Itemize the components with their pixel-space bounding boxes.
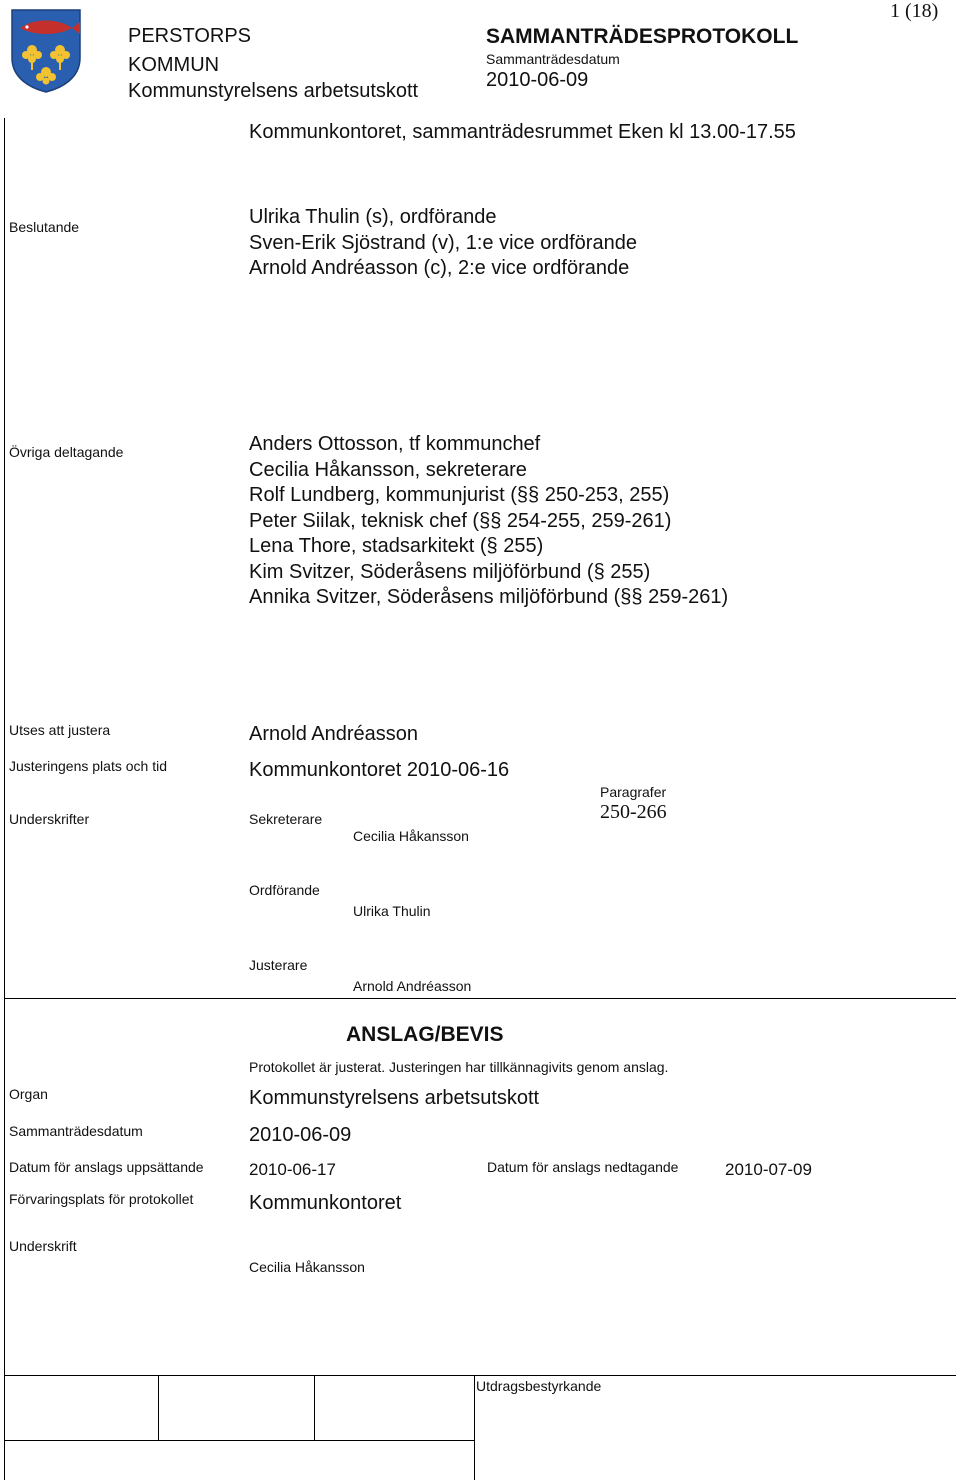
left-border-line [4, 118, 5, 1480]
justerare-label: Justerare [249, 957, 308, 973]
anslag-nedtagande-value: 2010-07-09 [725, 1160, 812, 1179]
ovriga-member: Annika Svitzer, Söderåsens miljöförbund (§§ 259-261) [249, 586, 729, 608]
anslag-forvaring-label: Förvaringsplats för protokollet [9, 1191, 194, 1207]
anslag-divider-line [4, 998, 956, 999]
anslag-nedtagande-label: Datum för anslags nedtagande [487, 1159, 679, 1175]
ovriga-member: Peter Siilak, teknisk chef (§§ 254-255, 259-261) [249, 509, 672, 532]
beslutande-list [249, 205, 637, 282]
organ-name: Kommunstyrelsens arbetsutskott [128, 80, 419, 102]
document-title: SAMMANTRÄDESPROTOKOLL [486, 25, 799, 48]
ovriga-list [249, 432, 728, 611]
footer-divider-2 [314, 1375, 315, 1441]
page-number: 1 (18) [890, 0, 939, 22]
beslutande-member: Ulrika Thulin (s), ordförande [249, 206, 497, 228]
meeting-date-label: Sammanträdesdatum [486, 51, 620, 67]
justering-plats-value: Kommunkontoret 2010-06-16 [249, 759, 510, 781]
municipality-name-line1: PERSTORPS [128, 25, 251, 47]
anslag-organ-label: Organ [9, 1086, 48, 1102]
ovriga-member: Cecilia Håkansson, sekreterare [249, 458, 527, 481]
utses-att-justera-value: Arnold Andréasson [249, 723, 419, 745]
municipality-name-line2: KOMMUN [128, 54, 220, 76]
footer-divider-3 [474, 1375, 475, 1480]
justerare-name: Arnold Andréasson [353, 978, 472, 994]
justering-plats-label: Justeringens plats och tid [9, 758, 167, 774]
anslag-forvaring-value: Kommunkontoret [249, 1192, 402, 1214]
footer-mid-line [4, 1440, 474, 1441]
beslutande-member: Arnold Andréasson (c), 2:e vice ordförande [249, 257, 630, 279]
beslutande-label: Beslutande [9, 219, 80, 235]
meeting-date: 2010-06-09 [486, 69, 589, 91]
footer-divider-1 [158, 1375, 159, 1441]
anslag-notice: Protokollet är justerat. Justeringen har tillkännagivits genom anslag. [249, 1059, 669, 1075]
sekreterare-name: Cecilia Håkansson [353, 828, 469, 844]
anslag-title: ANSLAG/BEVIS [346, 1023, 504, 1046]
ovriga-member: Lena Thore, stadsarkitekt (§ 255) [249, 535, 544, 557]
underskrifter-label: Underskrifter [9, 811, 90, 827]
beslutande-member: Sven-Erik Sjöstrand (v), 1:e vice ordförande [249, 231, 637, 254]
ordforande-label: Ordförande [249, 882, 320, 898]
utses-att-justera-label: Utses att justera [9, 722, 111, 738]
municipality-crest [10, 8, 82, 99]
sekreterare-label: Sekreterare [249, 811, 323, 827]
anslag-organ-value: Kommunstyrelsens arbetsutskott [249, 1087, 540, 1109]
anslag-uppsattande-label: Datum för anslags uppsättande [9, 1159, 204, 1175]
ovriga-member: Anders Ottosson, tf kommunchef [249, 433, 541, 455]
meeting-location-time: Kommunkontoret, sammanträdesrummet Eken kl 13.00-17.55 [249, 121, 796, 143]
ovriga-member: Kim Svitzer, Söderåsens miljöförbund (§ 255) [249, 560, 651, 583]
crest-icon [10, 8, 82, 94]
anslag-underskrift-value: Cecilia Håkansson [249, 1259, 365, 1275]
utdragsbestyrkande-label: Utdragsbestyrkande [476, 1378, 602, 1394]
paragrafer-label: Paragrafer [600, 784, 667, 800]
ovriga-label: Övriga deltagande [9, 444, 124, 460]
anslag-datum-label: Sammanträdesdatum [9, 1123, 143, 1139]
anslag-datum-value: 2010-06-09 [249, 1124, 352, 1146]
anslag-underskrift-label: Underskrift [9, 1238, 77, 1254]
ordforande-name: Ulrika Thulin [353, 903, 431, 919]
anslag-uppsattande-value: 2010-06-17 [249, 1160, 336, 1179]
ovriga-member: Rolf Lundberg, kommunjurist (§§ 250-253, 255) [249, 484, 670, 506]
paragrafer-value: 250-266 [600, 801, 667, 823]
footer-top-line [4, 1375, 956, 1376]
